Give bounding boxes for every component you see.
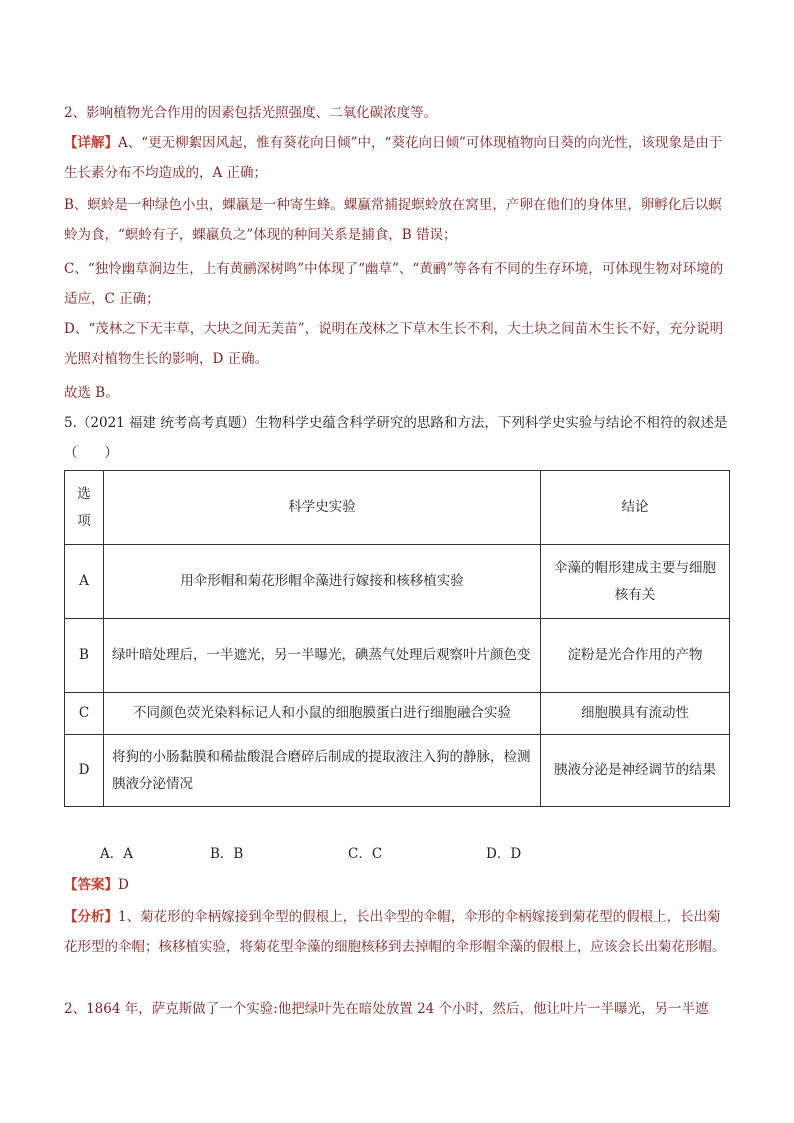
table-header-row: [65, 471, 730, 545]
row-option: D: [65, 735, 104, 807]
detail-c-text: C、“独怜幽草涧边生，上有黄鹂深树鸣”中体现了“幽草”、“黄鹂”等各有不同的生存环境，可体现生物对环境的适应，C 正确；: [64, 261, 724, 307]
row-option: C: [65, 693, 104, 735]
detail-a-paragraph: [64, 128, 732, 188]
row-option: B: [65, 619, 104, 693]
answer-line: [64, 870, 732, 900]
row-conclusion: 细胞膜具有流动性: [541, 693, 730, 735]
row-experiment: 用伞形帽和菊花形帽伞藻进行嫁接和核移植实验: [104, 545, 541, 619]
row-conclusion: 伞藻的帽形建成主要与细胞核有关: [541, 545, 730, 619]
question-number: 5.: [64, 415, 77, 431]
table-row: [65, 545, 730, 619]
header-option: 选项: [65, 471, 104, 545]
row-conclusion: 淀粉是光合作用的产物: [541, 619, 730, 693]
question-5: [64, 408, 732, 468]
choice-c: C．C: [348, 846, 383, 862]
row-experiment: 绿叶暗处理后，一半遮光，另一半曝光，碘蒸气处理后观察叶片颜色变: [104, 619, 541, 693]
header-conclusion: 结论: [541, 471, 730, 545]
options-table: [64, 470, 730, 807]
table-row: [65, 619, 730, 693]
table-row: [65, 693, 730, 735]
table-row: [65, 735, 730, 807]
row-conclusion: 胰液分泌是神经调节的结果: [541, 735, 730, 807]
row-experiment: 不同颜色荧光染料标记人和小鼠的细胞膜蛋白进行细胞融合实验: [104, 693, 541, 735]
question-source: （2021 福建 统考高考真题）: [76, 415, 255, 431]
detail-d-text: D、“茂林之下无丰草，大块之间无美苗”，说明在茂林之下草木生长不利，大土块之间苗木生长不好，充分说明光照对植物生长的影响，D 正确。: [64, 321, 724, 367]
point-2-text: 2、影响植物光合作用的因素包括光照强度、二氧化碳浓度等。: [64, 105, 438, 121]
conclusion-text: 故选 B。: [64, 385, 119, 401]
detail-a-text: A、“更无柳絮因风起，惟有葵花向日倾”中，“葵花向日倾”可体现植物向日葵的向光性，该现象是由于生长素分布不均造成的，A 正确；: [64, 135, 723, 181]
detail-tag: 【详解】: [64, 135, 118, 151]
analysis-1-text: 1、菊花形的伞柄嫁接到伞型的假根上，长出伞型的伞帽，伞形的伞柄嫁接到菊花型的假根上，长出菊花形型的伞帽；核移植实验，将菊花型伞藻的细胞核移到去掉帽的伞形帽伞藻的假根上，应该会长出菊花形帽。: [64, 909, 726, 955]
detail-b-text: B、螟蛉是一种绿色小虫，蜾蠃是一种寄生蜂。蜾蠃常捕捉螟蛉放在窝里，产卵在他们的身体里，卵孵化后以螟蛉为食，“螟蛉有子，蜾蠃负之”体现的种间关系是捕食，B 错误；: [64, 197, 722, 243]
choice-d: D．D: [486, 846, 522, 862]
answer-tag: 【答案】: [64, 877, 118, 893]
analysis-1-paragraph: [64, 902, 732, 962]
analysis-2-text: 2、1864 年，萨克斯做了一个实验:他把绿叶先在暗处放置 24 个小时，然后，他让叶片一半曝光，另一半遮: [64, 1001, 709, 1017]
question-text: 生物科学史蕴含科学研究的思路和方法，下列科学史实验与结论不相符的叙述是（ ）: [64, 415, 728, 461]
row-option: A: [65, 545, 104, 619]
choice-a: A．A: [100, 846, 133, 862]
header-experiment: 科学史实验: [104, 471, 541, 545]
answer-value: D: [118, 877, 129, 893]
choice-b: B．B: [210, 846, 244, 862]
row-experiment: 将狗的小肠黏膜和稀盐酸混合磨碎后制成的提取液注入狗的静脉，检测胰液分泌情况: [104, 735, 541, 807]
analysis-tag: 【分析】: [64, 909, 118, 925]
